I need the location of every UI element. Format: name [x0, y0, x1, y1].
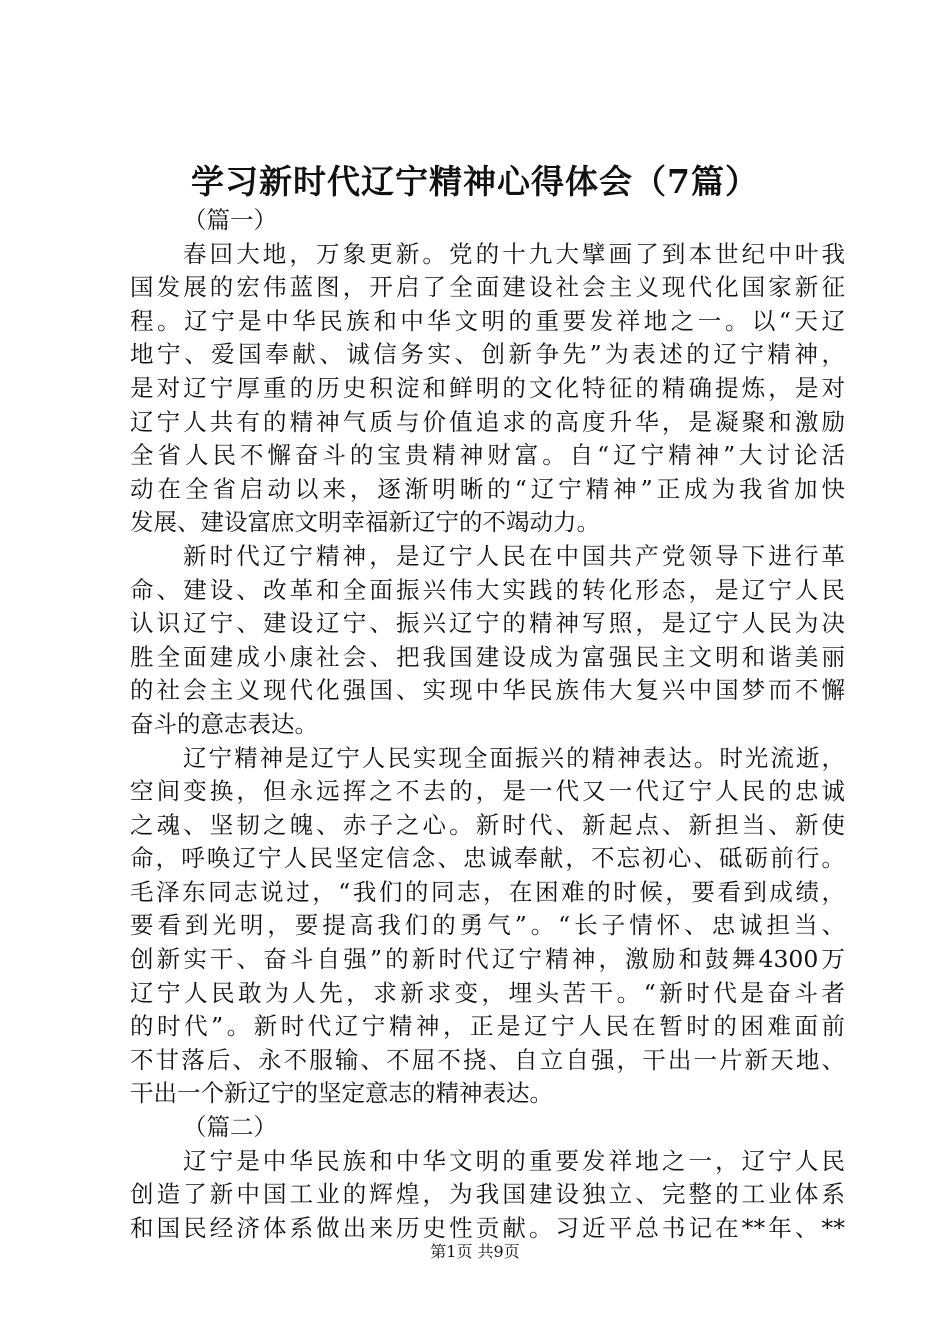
text-line: 的时代”。新时代辽宁精神，正是辽宁人民在暂时的困难面前 [130, 1012, 845, 1041]
text-line: 命、建设、改革和全面振兴伟大实践的转化形态，是辽宁人民 [130, 575, 845, 604]
text-line: 程。辽宁是中华民族和中华文明的重要发祥地之一。以“天辽 [130, 306, 845, 335]
text-line: 要看到光明，要提高我们的勇气”。“长子情怀、忠诚担当、 [130, 911, 845, 940]
text-line: 的社会主义现代化强国、实现中华民族伟大复兴中国梦而不懈 [130, 676, 845, 705]
text-line: 全省人民不懈奋斗的宝贵精神财富。自“辽宁精神”大讨论活 [130, 441, 845, 470]
text-line: 胜全面建成小康社会、把我国建设成为富强民主文明和谐美丽 [130, 642, 845, 671]
text-line: 创造了新中国工业的辉煌，为我国建设独立、完整的工业体系 [130, 1180, 845, 1209]
text-line: 新时代辽宁精神，是辽宁人民在中国共产党领导下进行革 [183, 541, 845, 570]
text-line: 是对辽宁厚重的历史积淀和鲜明的文化特征的精确提炼，是对 [130, 373, 845, 402]
text-line: 和国民经济体系做出来历史性贡献。习近平总书记在**年、** [130, 1213, 845, 1242]
text-line: 辽宁精神是辽宁人民实现全面振兴的精神表达。时光流逝， [183, 743, 845, 772]
text-line: 创新实干、奋斗自强”的新时代辽宁精神，激励和鼓舞4300万 [130, 945, 845, 974]
text-line: 毛泽东同志说过，“我们的同志，在困难的时候，要看到成绩， [130, 877, 845, 906]
text-line: 命，呼唤辽宁人民坚定信念、忠诚奉献，不忘初心、砥砺前行。 [130, 844, 845, 873]
text-line: 国发展的宏伟蓝图，开启了全面建设社会主义现代化国家新征 [130, 273, 845, 302]
text-line: 动在全省启动以来，逐渐明晰的“辽宁精神”正成为我省加快 [130, 474, 845, 503]
document-body [130, 204, 845, 1245]
text-line: 辽宁人共有的精神气质与价值追求的高度升华，是凝聚和激励 [130, 407, 845, 436]
text-line: 地宁、爱国奉献、诚信务实、创新争先”为表述的辽宁精神， [130, 340, 845, 369]
document-title: 学习新时代辽宁精神心得体会（7篇） [191, 162, 759, 201]
text-line: 奋斗的意志表达。 [130, 709, 318, 738]
page-footer: 第1页 共9页 [430, 1242, 520, 1261]
text-line: 认识辽宁、建设辽宁、振兴辽宁的精神写照，是辽宁人民为决 [130, 609, 845, 638]
text-line: 之魂、坚韧之魄、赤子之心。新时代、新起点、新担当、新使 [130, 810, 845, 839]
text-line: 春回大地，万象更新。党的十九大擘画了到本世纪中叶我 [183, 239, 845, 268]
section-heading: （篇二） [183, 1113, 277, 1142]
text-line: 发展、建设富庶文明幸福新辽宁的不竭动力。 [130, 508, 600, 537]
text-line: 辽宁人民敢为人先，求新求变，埋头苦干。“新时代是奋斗者 [130, 978, 845, 1007]
text-line: 干出一个新辽宁的坚定意志的精神表达。 [130, 1079, 553, 1108]
text-line: 不甘落后、永不服输、不屈不挠、自立自强，干出一片新天地、 [130, 1045, 845, 1074]
text-line: 空间变换，但永远挥之不去的，是一代又一代辽宁人民的忠诚 [130, 777, 845, 806]
text-line: 辽宁是中华民族和中华文明的重要发祥地之一，辽宁人民 [183, 1146, 845, 1175]
section-heading: （篇一） [183, 206, 277, 234]
